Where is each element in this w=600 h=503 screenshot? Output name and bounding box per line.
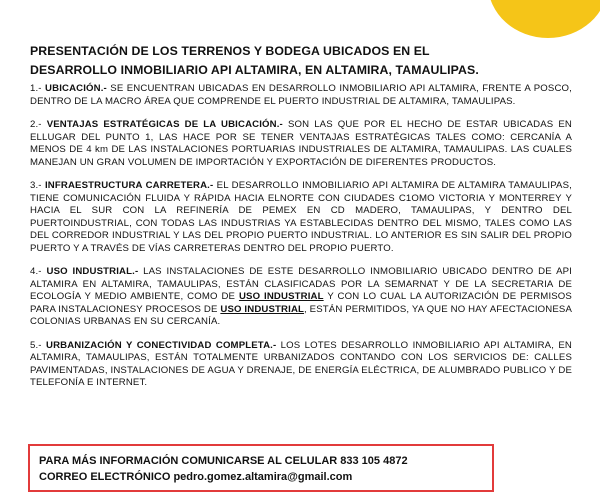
section-label: URBANIZACIÓN Y CONECTIVIDAD COMPLETA.- [45, 339, 277, 351]
section-text: SON LAS QUE POR EL HECHO DE ESTAR UBICADAS EN ELLUGAR DEL PUNTO 1, LAS HACE POR SE TENER VENTAJAS ESTRATÉGICAS TALES COMO: CERCANÍA A MENOS DE 4 km DE LAS INSTALACIONES PORTUARIAS INDUSTRIALES DE ALTAMIRA, TAMAULIPAS. LAS CUALES MANEJAN UN GRAN VOLUMEN DE IMPORTACIÓN Y EXPORTACIÓN DE DIFERENTES PRODUCTOS. [30, 119, 572, 168]
section-label: VENTAJAS ESTRATÉGICAS DE LA UBICACIÓN.- [46, 119, 283, 130]
section-label: INFRAESTRUCTURA CARRETERA.- [44, 180, 214, 191]
section-text: LOS LOTES DESARROLLO INMOBILIARIO API ALTAMIRA, EN ALTAMIRA, TAMAULIPAS, ESTÁN TOTALMENTE URBANIZADOS CONTANDO CON LOS SERVICIOS DE: CALLES PAVIMENTADAS, INSTALACIONES DE AGUA Y DRENAJE, DE ENERGÍA ELÉCTRICA, DE ALUMBRADO PUBLICO Y DE TELEFONÍA E INTERNET. [30, 339, 572, 388]
section-ventajas [30, 119, 572, 169]
section-text: LAS INSTALACIONES DE ESTE DESARROLLO INMOBILIARIO UBICADO DENTRO DE API ALTAMIRA EN ALTAMIRA, TAMAULIPAS, ESTÁN CLASIFICADAS POR LA SEMARNAT Y DE LA SECRETARIA DE ECOLOGÍA Y MEDIO AMBIENTE, COMO DE [30, 266, 572, 302]
document-title [30, 42, 572, 80]
section-uso-industrial [30, 266, 572, 329]
section-text: Y CON LO CUAL LA AUTORIZACIÓN DE PERMISOS PARA INSTALACIONESY PROCESOS DE [30, 291, 572, 315]
section-urbanizacion [30, 340, 572, 390]
title-line-1: PRESENTACIÓN DE LOS TERRENOS Y BODEGA UBICADOS EN EL [30, 44, 430, 58]
uso-industrial-emphasis: USO INDUSTRIAL [238, 291, 324, 302]
section-label: UBICACIÓN.- [45, 83, 107, 94]
section-number: 5.- [30, 339, 42, 351]
contact-email: CORREO ELECTRÓNICO pedro.gomez.altamira@gmail.com [39, 471, 353, 483]
section-number: 3.- [30, 180, 42, 191]
section-text: EL DESARROLLO INMOBILIARIO API ALTAMIRA DE ALTAMIRA TAMAULIPAS, TIENE COMUNICACIÓN FLUIDA Y RÁPIDA HACIA ELNORTE CON CIUDADES C1OMO VICTORIA Y MONTERREY Y HACIA EL SUR CON LA REFINERÍA DE PEMEX EN CD MADERO, TAMAULIPAS, Y DENTRO DEL PUERTOINDUSTRIAL, CON TODAS LAS INDUSTRIAS YA ESTABLECIDAS DENTRO DEL MISMO, TALES COMO LAS DEL CORREDOR INDUSTRIAL Y LAS DEL PROPIO PUERTO INDUSTRIAL. LO ANTERIOR ES SIN SALIR DEL PROPIO PUERTO Y A TRAVÉS DE VÍAS CARRETERAS DENTRO DEL PROPIO PUERTO. [30, 180, 572, 254]
document-body [30, 42, 572, 401]
section-number: 1.- [30, 83, 42, 94]
contact-box [28, 444, 494, 492]
section-number: 2.- [30, 119, 42, 130]
contact-phone: PARA MÁS INFORMACIÓN COMUNICARSE AL CELULAR 833 105 4872 [39, 455, 408, 467]
section-infraestructura [30, 180, 572, 255]
section-text: , ESTÁN PERMITIDOS, YA QUE NO HAY AFECTACIONESA COLONIAS URBANAS EN SU CERCANÍA. [30, 303, 572, 327]
uso-industrial-emphasis: USO INDUSTRIAL [220, 303, 305, 315]
yellow-corner-decoration [488, 0, 600, 38]
section-ubicacion [30, 83, 572, 108]
section-label: USO INDUSTRIAL.- [46, 266, 139, 277]
section-text: SE ENCUENTRAN UBICADAS EN DESARROLLO INMOBILIARIO API ALTAMIRA, FRENTE A POSCO, DENTRO DE LA MACRO ÁREA QUE COMPRENDE EL PUERTO INDUSTRIAL DE ALTAMIRA, TAMAULIPAS. [30, 83, 572, 107]
section-number: 4.- [30, 266, 42, 277]
title-line-2: DESARROLLO INMOBILIARIO API ALTAMIRA, EN ALTAMIRA, TAMAULIPAS. [30, 63, 479, 77]
